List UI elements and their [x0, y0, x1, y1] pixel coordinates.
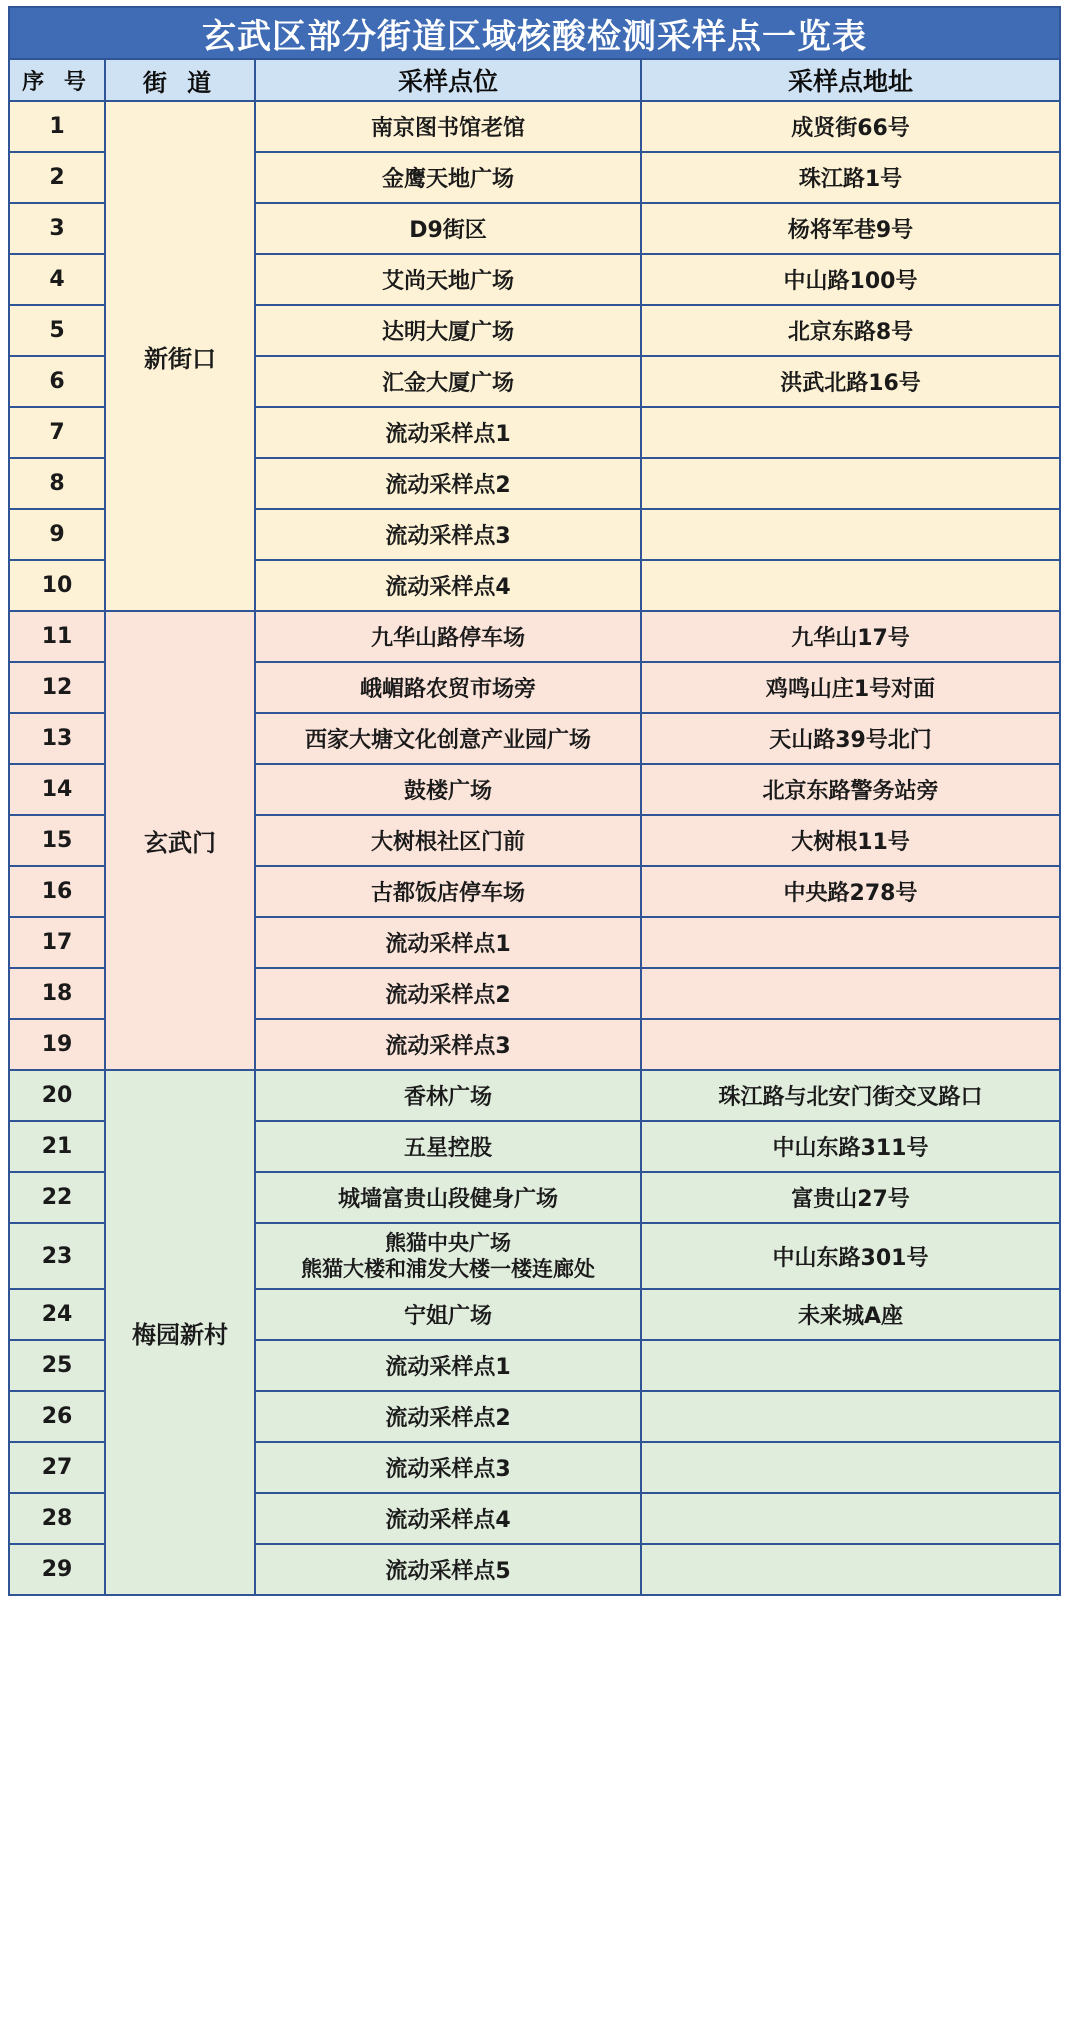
cell-site: 宁姐广场 — [255, 1289, 641, 1340]
cell-address — [641, 407, 1060, 458]
cell-seq: 19 — [9, 1019, 105, 1070]
cell-seq: 20 — [9, 1070, 105, 1121]
cell-address — [641, 458, 1060, 509]
cell-address: 未来城A座 — [641, 1289, 1060, 1340]
cell-address — [641, 1391, 1060, 1442]
cell-address — [641, 560, 1060, 611]
cell-seq: 12 — [9, 662, 105, 713]
cell-site: 西家大塘文化创意产业园广场 — [255, 713, 641, 764]
cell-address: 北京东路8号 — [641, 305, 1060, 356]
column-header-site: 采样点位 — [255, 59, 641, 101]
cell-address — [641, 1019, 1060, 1070]
table-row — [9, 101, 1060, 152]
cell-site: 艾尚天地广场 — [255, 254, 641, 305]
cell-seq: 11 — [9, 611, 105, 662]
cell-site: 九华山路停车场 — [255, 611, 641, 662]
cell-site: 城墙富贵山段健身广场 — [255, 1172, 641, 1223]
cell-address: 北京东路警务站旁 — [641, 764, 1060, 815]
cell-site: 流动采样点4 — [255, 1493, 641, 1544]
cell-street: 新街口 — [105, 101, 255, 611]
cell-site: 流动采样点2 — [255, 1391, 641, 1442]
cell-street: 玄武门 — [105, 611, 255, 1070]
cell-seq: 1 — [9, 101, 105, 152]
cell-site: 金鹰天地广场 — [255, 152, 641, 203]
cell-seq: 8 — [9, 458, 105, 509]
cell-seq: 24 — [9, 1289, 105, 1340]
cell-seq: 18 — [9, 968, 105, 1019]
cell-seq: 28 — [9, 1493, 105, 1544]
cell-address: 珠江路1号 — [641, 152, 1060, 203]
cell-site: D9街区 — [255, 203, 641, 254]
cell-address: 中央路278号 — [641, 866, 1060, 917]
cell-site — [255, 1223, 641, 1289]
cell-seq: 14 — [9, 764, 105, 815]
cell-address: 中山东路311号 — [641, 1121, 1060, 1172]
cell-seq: 9 — [9, 509, 105, 560]
cell-address: 珠江路与北安门街交叉路口 — [641, 1070, 1060, 1121]
cell-address: 洪武北路16号 — [641, 356, 1060, 407]
cell-address — [641, 1544, 1060, 1595]
cell-seq: 29 — [9, 1544, 105, 1595]
cell-address — [641, 1442, 1060, 1493]
cell-address — [641, 509, 1060, 560]
table-row — [9, 611, 1060, 662]
cell-site: 香林广场 — [255, 1070, 641, 1121]
cell-site: 流动采样点1 — [255, 1340, 641, 1391]
cell-site: 流动采样点1 — [255, 917, 641, 968]
table-title-row — [9, 7, 1060, 59]
cell-seq: 6 — [9, 356, 105, 407]
cell-seq: 27 — [9, 1442, 105, 1493]
cell-address — [641, 917, 1060, 968]
cell-seq: 21 — [9, 1121, 105, 1172]
sampling-points-table — [8, 6, 1061, 1596]
cell-seq: 5 — [9, 305, 105, 356]
cell-street: 梅园新村 — [105, 1070, 255, 1595]
column-header-street: 街 道 — [105, 59, 255, 101]
table-row — [9, 1070, 1060, 1121]
cell-seq: 26 — [9, 1391, 105, 1442]
cell-seq: 25 — [9, 1340, 105, 1391]
column-header-address: 采样点地址 — [641, 59, 1060, 101]
cell-site: 流动采样点2 — [255, 968, 641, 1019]
cell-site: 南京图书馆老馆 — [255, 101, 641, 152]
cell-address: 鸡鸣山庄1号对面 — [641, 662, 1060, 713]
cell-address: 中山东路301号 — [641, 1223, 1060, 1289]
cell-seq: 13 — [9, 713, 105, 764]
cell-site: 达明大厦广场 — [255, 305, 641, 356]
cell-address: 成贤街66号 — [641, 101, 1060, 152]
cell-site: 峨嵋路农贸市场旁 — [255, 662, 641, 713]
cell-seq: 22 — [9, 1172, 105, 1223]
cell-site: 流动采样点3 — [255, 1019, 641, 1070]
cell-site: 鼓楼广场 — [255, 764, 641, 815]
cell-site-line: 熊猫中央广场 — [385, 1230, 511, 1255]
cell-seq: 17 — [9, 917, 105, 968]
cell-seq: 4 — [9, 254, 105, 305]
table-header-row — [9, 59, 1060, 101]
cell-seq: 16 — [9, 866, 105, 917]
column-header-seq: 序 号 — [9, 59, 105, 101]
cell-site: 流动采样点3 — [255, 1442, 641, 1493]
cell-address — [641, 968, 1060, 1019]
cell-site: 流动采样点4 — [255, 560, 641, 611]
cell-seq: 7 — [9, 407, 105, 458]
cell-site: 大树根社区门前 — [255, 815, 641, 866]
cell-seq: 2 — [9, 152, 105, 203]
cell-address: 天山路39号北门 — [641, 713, 1060, 764]
cell-site: 流动采样点3 — [255, 509, 641, 560]
cell-seq: 3 — [9, 203, 105, 254]
cell-address: 九华山17号 — [641, 611, 1060, 662]
cell-address: 杨将军巷9号 — [641, 203, 1060, 254]
cell-site: 流动采样点1 — [255, 407, 641, 458]
cell-seq: 10 — [9, 560, 105, 611]
cell-site: 流动采样点5 — [255, 1544, 641, 1595]
cell-seq: 23 — [9, 1223, 105, 1289]
cell-site-line: 熊猫大楼和浦发大楼一楼连廊处 — [301, 1257, 595, 1281]
cell-address — [641, 1493, 1060, 1544]
cell-site: 五星控股 — [255, 1121, 641, 1172]
cell-address — [641, 1340, 1060, 1391]
page-title: 玄武区部分街道区域核酸检测采样点一览表 — [9, 7, 1060, 59]
cell-site: 汇金大厦广场 — [255, 356, 641, 407]
cell-address: 富贵山27号 — [641, 1172, 1060, 1223]
cell-site: 流动采样点2 — [255, 458, 641, 509]
cell-seq: 15 — [9, 815, 105, 866]
cell-site-lines — [256, 1230, 640, 1283]
cell-address: 中山路100号 — [641, 254, 1060, 305]
cell-site: 古都饭店停车场 — [255, 866, 641, 917]
cell-address: 大树根11号 — [641, 815, 1060, 866]
